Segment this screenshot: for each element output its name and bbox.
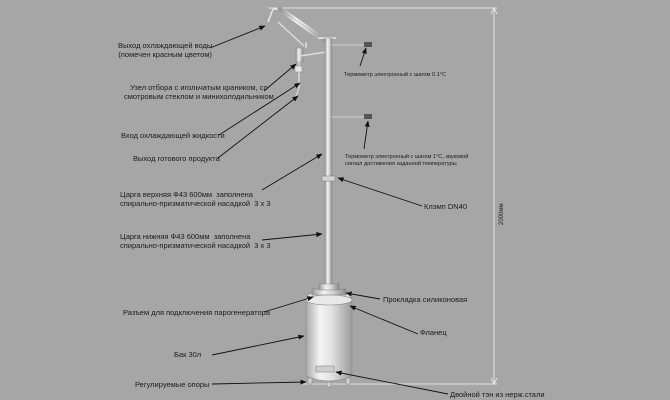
- arrow-product-out: [218, 96, 298, 158]
- label-tank: Бак 30л: [174, 350, 202, 359]
- label-thermometer-top: Термометр электронный с шагом 0.1°С: [344, 72, 446, 78]
- label-product-out: Выход готового продукта: [133, 154, 220, 163]
- arrow-steam-connector: [264, 297, 313, 312]
- label-clamp: Клэмп DN40: [424, 202, 468, 211]
- label-gasket: Прокладка силиконовая: [383, 295, 468, 304]
- label-coolant-in: Вход охлаждающей жидкости: [121, 131, 225, 140]
- label-coolant-out: Выход охлаждающей воды (помечен красным цветом): [118, 41, 213, 60]
- arrow-tank: [212, 336, 304, 355]
- arrow-thermometer-mid: [364, 121, 368, 149]
- arrow-heater: [336, 372, 448, 394]
- label-height: 2000мм: [499, 203, 505, 225]
- label-lower-column: Царга нижняя Ф43 600мм заполнена спирально-призматической насадкой 3 x 3: [120, 232, 271, 251]
- arrow-thermometer-top: [360, 48, 366, 66]
- label-thermometer-mid: Термометр электронный с шагом 1°С, звуковой сигнал достижения заданной температуры: [345, 154, 469, 168]
- label-feet: Регулируемые опоры: [135, 380, 210, 389]
- arrow-flange: [350, 306, 418, 334]
- arrow-coolant-out: [210, 26, 265, 48]
- label-upper-column: Царга верхняя Ф43 600мм заполнена спирально-призматической насадкой 3 x 3: [120, 190, 271, 209]
- label-heater: Двойной тэн из нерж.стали: [450, 390, 545, 399]
- label-flange: Фланец: [420, 328, 447, 337]
- tank-assembly: [306, 284, 352, 387]
- label-sampling-node: Узел отбора с игольчатым краником, со смотровым стеклом и минихолодильником: [124, 83, 274, 102]
- label-steam-connector: Разъем для подключения парогенератора: [123, 308, 270, 317]
- arrow-feet: [212, 382, 306, 384]
- arrow-clamp: [338, 178, 422, 206]
- arrow-upper-column: [262, 154, 322, 190]
- arrow-lower-column: [262, 234, 322, 240]
- height-dimension: [268, 8, 497, 384]
